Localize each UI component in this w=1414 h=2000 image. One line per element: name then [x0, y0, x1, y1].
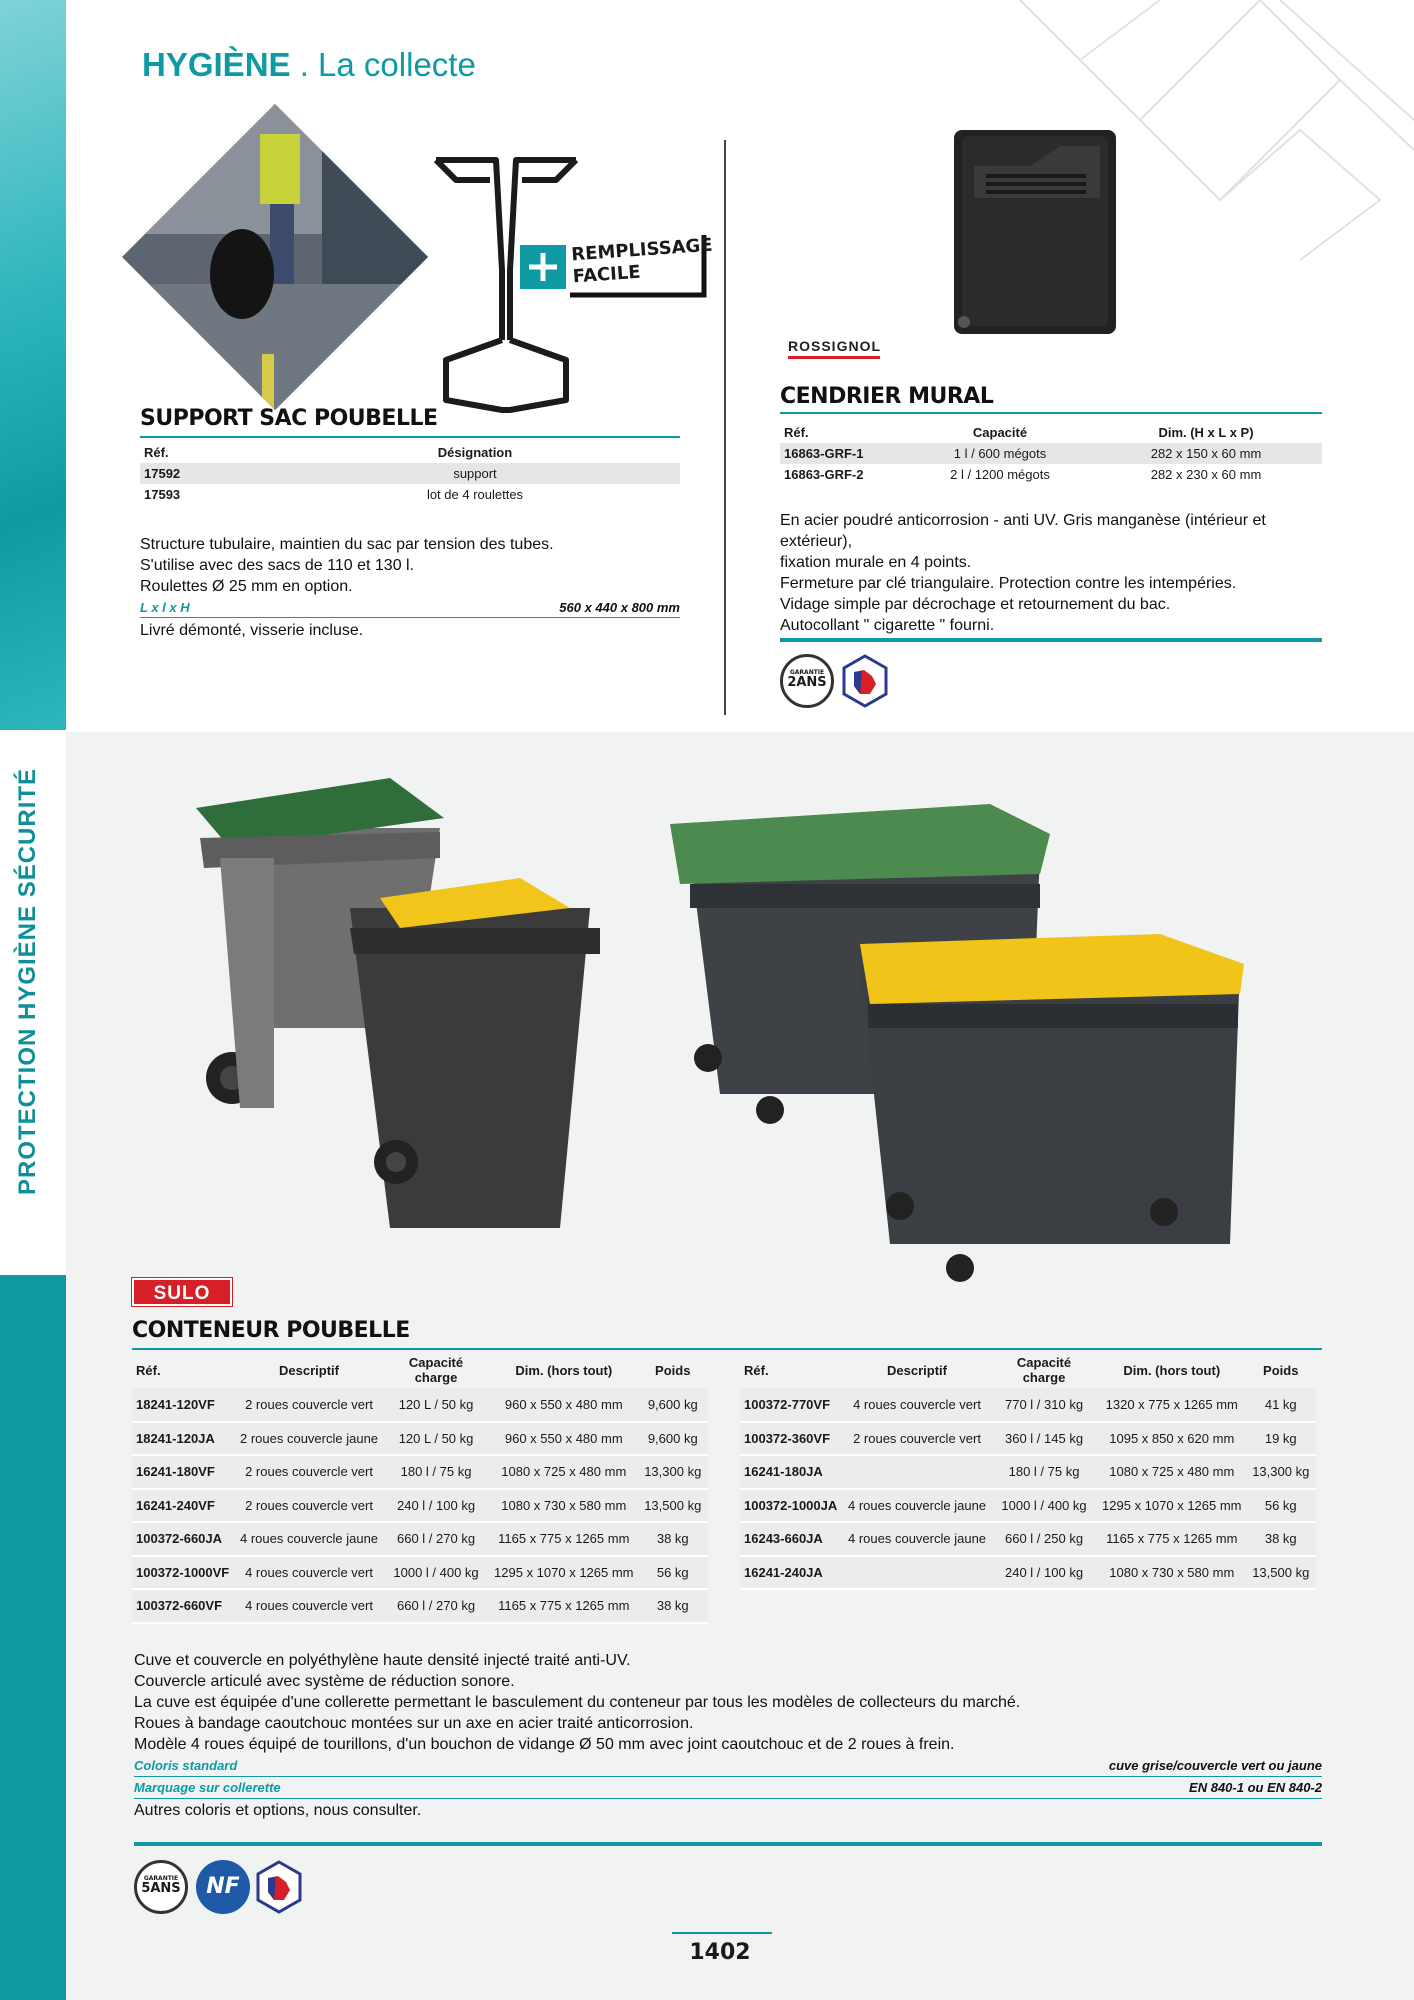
table-row [132, 1589, 708, 1623]
easy-fill-badge [520, 234, 714, 315]
table-cell: 13,500 kg [638, 1489, 708, 1523]
table-cell: 17592 [140, 463, 270, 484]
badge-large-text: 2ANS [787, 675, 827, 690]
table-cell: 360 l / 145 kg [990, 1422, 1098, 1456]
table-cell: 41 kg [1246, 1388, 1316, 1422]
table-cell: 240 l / 100 kg [990, 1556, 1098, 1590]
table-cell: 13,300 kg [638, 1455, 708, 1489]
column-header: Poids [655, 1362, 691, 1378]
cendrier-table [780, 422, 1322, 485]
page-title-rest: . La collecte [290, 46, 476, 83]
table-row [132, 1422, 708, 1456]
table-cell: 4 roues couvercle jaune [844, 1489, 990, 1523]
column-header: Poids [1263, 1362, 1299, 1378]
description-line: S'utilise avec des sacs de 110 et 130 l. [140, 557, 415, 574]
page-title-bold: HYGIÈNE [142, 46, 291, 83]
table-cell: 1320 x 775 x 1265 mm [1098, 1388, 1245, 1422]
table-row [780, 443, 1322, 464]
table-cell: 2 roues couvercle vert [236, 1489, 382, 1523]
table-cell: 16863-GRF-1 [780, 443, 910, 464]
table-row [740, 1422, 1316, 1456]
table-cell: 180 l / 75 kg [382, 1455, 490, 1489]
brand-underline [788, 356, 880, 359]
column-header: Descriptif [887, 1362, 947, 1378]
table-cell: 1095 x 850 x 620 mm [1098, 1422, 1245, 1456]
support-title: SUPPORT SAC POUBELLE [140, 406, 438, 431]
side-strip-teal-bottom [0, 1275, 66, 2000]
description-line: fixation murale en 4 points. [780, 554, 972, 571]
nf-certification-icon [196, 1860, 250, 1914]
conteneur-title-rule [132, 1348, 1322, 1350]
column-header: Réf. [144, 445, 169, 460]
side-section-label: PROTECTION HYGIÈNE SÉCURITÉ [14, 767, 41, 1195]
table-row [132, 1522, 708, 1556]
table-cell: 1295 x 1070 x 1265 mm [1098, 1489, 1245, 1523]
table-row [740, 1388, 1316, 1422]
table-cell [844, 1455, 990, 1489]
table-cell: 56 kg [638, 1556, 708, 1590]
table-cell: 38 kg [638, 1522, 708, 1556]
side-strip-teal-top [0, 0, 66, 730]
table-cell: 120 L / 50 kg [382, 1388, 490, 1422]
description-line: Structure tubulaire, maintien du sac par tension des tubes. [140, 536, 554, 553]
table-cell: 100372-770VF [740, 1388, 844, 1422]
table-cell: 4 roues couvercle vert [236, 1589, 382, 1623]
table-cell: 17593 [144, 487, 181, 502]
conteneur-description [134, 1650, 1322, 1755]
spec-key: Coloris standard [134, 1758, 238, 1773]
table-cell: 100372-360VF [740, 1422, 844, 1456]
table-cell [844, 1556, 990, 1590]
four-wheel-containers-image [660, 794, 1250, 1294]
table-cell: 16241-240VF [132, 1489, 236, 1523]
description-line: Roulettes Ø 25 mm en option. [140, 578, 353, 595]
brand-name: ROSSIGNOL [788, 338, 882, 354]
table-cell: 660 l / 250 kg [990, 1522, 1098, 1556]
warranty-5-years-badge [134, 1860, 188, 1914]
column-header: Capacité [972, 425, 1028, 440]
easy-fill-label: REMPLISSAGE FACILE [570, 234, 714, 288]
rossignol-logo [788, 338, 881, 359]
table-cell: 1080 x 725 x 480 mm [1098, 1455, 1245, 1489]
table-cell: 1165 x 775 x 1265 mm [1098, 1522, 1245, 1556]
table-cell: 2 roues couvercle jaune [236, 1422, 382, 1456]
table-row [740, 1522, 1316, 1556]
conteneur-title: CONTENEUR POUBELLE [132, 1318, 410, 1343]
support-note: Livré démonté, visserie incluse. [140, 622, 364, 639]
table-cell: 16863-GRF-2 [784, 467, 864, 482]
table-row [140, 463, 680, 484]
table-row [740, 1556, 1316, 1590]
table-cell: 1000 l / 400 kg [990, 1489, 1098, 1523]
description-line: Modèle 4 roues équipé de tourillons, d'un bouchon de vidange Ø 50 mm avec joint caoutchouc et de 2 roues à frein. [134, 1736, 955, 1753]
support-title-rule [140, 436, 680, 438]
table-cell: 2 l / 1200 mégots [950, 467, 1050, 482]
table-cell: 1080 x 725 x 480 mm [490, 1455, 637, 1489]
description-line: Fermeture par clé triangulaire. Protection contre les intempéries. [780, 575, 1237, 592]
column-divider [724, 140, 726, 715]
description-line: Vidage simple par décrochage et retournement du bac. [780, 596, 1171, 613]
table-cell: 16243-660JA [740, 1522, 844, 1556]
table-row [740, 1489, 1316, 1523]
column-header: Dim. (hors tout) [1123, 1362, 1221, 1378]
table-cell: 2 roues couvercle vert [236, 1455, 382, 1489]
column-header: Descriptif [279, 1362, 339, 1378]
badge-small-text: GARANTIE [789, 669, 825, 676]
description-line: Roues à bandage caoutchouc montées sur un axe en acier traité anticorrosion. [134, 1715, 694, 1732]
table-cell: 18241-120VF [132, 1388, 236, 1422]
table-cell: 660 l / 270 kg [382, 1522, 490, 1556]
cendrier-title-rule [780, 412, 1322, 414]
page-title [142, 46, 476, 84]
table-row [780, 464, 1322, 485]
coloris-row [134, 1758, 1322, 1776]
description-line: Couvercle articulé avec système de réduction sonore. [134, 1673, 515, 1690]
table-cell: 770 l / 310 kg [990, 1388, 1098, 1422]
table-cell: 180 l / 75 kg [990, 1455, 1098, 1489]
table-cell: 18241-120JA [132, 1422, 236, 1456]
spec-rule [134, 1798, 1322, 1799]
table-cell: 240 l / 100 kg [382, 1489, 490, 1523]
warehouse-photo [122, 104, 428, 410]
description-line: Cuve et couvercle en polyéthylène haute densité injecté traité anti-UV. [134, 1652, 631, 1669]
table-cell: 2 roues couvercle vert [236, 1388, 382, 1422]
table-cell: 9,600 kg [638, 1388, 708, 1422]
table-cell: support [270, 463, 680, 484]
conteneur-bottom-rule [134, 1842, 1322, 1846]
support-table [140, 442, 680, 505]
spec-value: EN 840-1 ou EN 840-2 [1189, 1780, 1322, 1795]
column-header: Réf. [136, 1362, 161, 1378]
support-description [140, 534, 680, 597]
table-cell: lot de 4 roulettes [426, 487, 524, 502]
table-cell: 38 kg [638, 1589, 708, 1623]
table-cell: 1080 x 730 x 580 mm [1098, 1556, 1245, 1590]
table-cell: 1 l / 600 mégots [910, 443, 1090, 464]
table-cell: 100372-1000VF [132, 1556, 236, 1590]
table-cell: 13,300 kg [1246, 1455, 1316, 1489]
table-cell: 1080 x 730 x 580 mm [490, 1489, 637, 1523]
table-cell: 282 x 230 x 60 mm [1150, 467, 1262, 482]
table-cell: 4 roues couvercle jaune [236, 1522, 382, 1556]
two-wheel-bins-image [190, 778, 610, 1230]
spec-rule [134, 1776, 1322, 1777]
conteneur-note: Autres coloris et options, nous consulter. [134, 1802, 422, 1819]
table-cell: 1295 x 1070 x 1265 mm [490, 1556, 637, 1590]
support-dimensions-row [140, 600, 680, 618]
table-cell: 4 roues couvercle jaune [844, 1522, 990, 1556]
nf-label: NF [206, 1874, 240, 1899]
cendrier-bottom-rule [780, 638, 1322, 642]
spec-value: cuve grise/couvercle vert ou jaune [1108, 1758, 1322, 1773]
table-cell: 960 x 550 x 480 mm [490, 1388, 637, 1422]
description-line: La cuve est équipée d'une collerette permettant le basculement du conteneur par tous les modèles de collecteurs du marché. [134, 1694, 1021, 1711]
badge-small-text: GARANTIE [143, 1875, 179, 1882]
table-row [132, 1388, 708, 1422]
table-cell: 100372-660JA [132, 1522, 236, 1556]
column-header: Dim. (hors tout) [515, 1362, 613, 1378]
badge-large-text: 5ANS [141, 1881, 181, 1896]
table-cell: 4 roues couvercle vert [236, 1556, 382, 1590]
table-cell: 19 kg [1246, 1422, 1316, 1456]
table-cell: 1165 x 775 x 1265 mm [490, 1522, 637, 1556]
table-cell: 4 roues couvercle vert [844, 1388, 990, 1422]
table-cell: 56 kg [1246, 1489, 1316, 1523]
table-row [132, 1489, 708, 1523]
table-cell: 1000 l / 400 kg [382, 1556, 490, 1590]
table-cell: 2 roues couvercle vert [844, 1422, 990, 1456]
table-cell: 120 L / 50 kg [382, 1422, 490, 1456]
column-header: Désignation [437, 445, 513, 460]
table-cell: 282 x 150 x 60 mm [1090, 443, 1322, 464]
table-row [140, 484, 680, 505]
table-cell: 960 x 550 x 480 mm [490, 1422, 637, 1456]
column-header: Capacité charge [1016, 1355, 1072, 1385]
table-cell: 660 l / 270 kg [382, 1589, 490, 1623]
made-in-france-icon [842, 654, 888, 708]
conteneur-table-left [132, 1352, 708, 1624]
marquage-row [134, 1780, 1322, 1798]
table-cell: 38 kg [1246, 1522, 1316, 1556]
table-row [132, 1556, 708, 1590]
table-cell: 1165 x 775 x 1265 mm [490, 1589, 637, 1623]
table-row [132, 1455, 708, 1489]
column-header: Capacité charge [408, 1355, 464, 1385]
warranty-2-years-badge [780, 654, 834, 708]
spec-key: Marquage sur collerette [134, 1780, 281, 1795]
sulo-logo: SULO [132, 1278, 232, 1306]
column-header: Dim. (H x L x P) [1158, 425, 1254, 440]
spec-rule [140, 617, 680, 618]
cendrier-description [780, 510, 1322, 636]
cendrier-title: CENDRIER MURAL [780, 384, 994, 409]
spec-value: 560 x 440 x 800 mm [559, 600, 680, 615]
spec-key: L x l x H [140, 600, 190, 615]
made-in-france-icon [256, 1860, 302, 1914]
page-number: 1402 [689, 1940, 751, 1965]
page-number-rule [672, 1932, 772, 1934]
column-header: Réf. [744, 1362, 769, 1378]
wall-ashtray-image [950, 126, 1120, 338]
description-line: Autocollant " cigarette " fourni. [780, 617, 995, 634]
table-cell: 100372-660VF [132, 1589, 236, 1623]
table-cell: 16241-240JA [740, 1556, 844, 1590]
table-cell: 13,500 kg [1246, 1556, 1316, 1590]
column-header: Réf. [784, 425, 809, 440]
table-cell: 16241-180VF [132, 1455, 236, 1489]
table-cell: 9,600 kg [638, 1422, 708, 1456]
description-line: En acier poudré anticorrosion - anti UV. Gris manganèse (intérieur et extérieur), [780, 512, 1266, 550]
table-cell: 100372-1000JA [740, 1489, 844, 1523]
table-cell: 16241-180JA [740, 1455, 844, 1489]
conteneur-table-right [740, 1352, 1316, 1590]
table-row [740, 1455, 1316, 1489]
